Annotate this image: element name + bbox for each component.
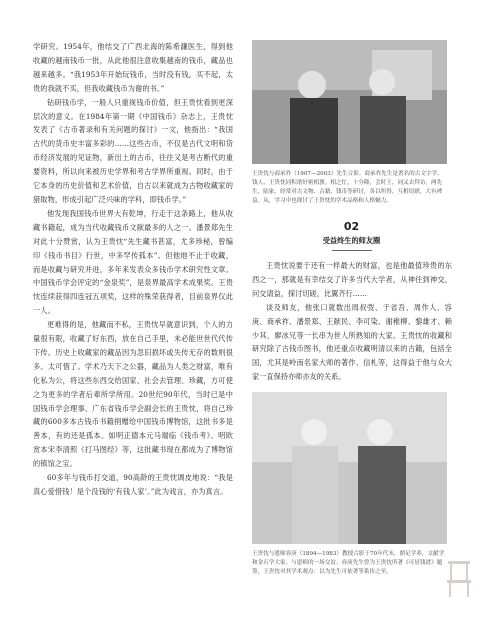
photo-illustration	[252, 40, 447, 164]
photo2-caption: 王贵忱与恩师容庚（1894—1983）教授合影于70年代末，鼎足学养，文献学和金石学大家。与恩师的一场交谊；容庚先生曾为王贵忱所著《可居钱谱》题签，王贵忱对其学术观点：以为先生可依著等系传之至。	[252, 551, 445, 576]
paragraph: 谈及师友，他张口就数出周叔弢、于省吾、周作人、容庚、商承祚、潘景郑、王献民、李可染、谢稚柳、黎雄才、赖少其、廖冰兄等一长串为世人所熟知的大家。王贵忱的收藏和研究除了古钱币图书，他还重点收藏明清以来的古籍，包括全国，尤其是岭南名家大师的著作、信札等，这得益于他与众大家一直保持亦师亦友的关系。	[252, 302, 452, 382]
photo1-caption: 王贵忱与商承祚（1907—2003）先生合影。商承祚先生是著名的古文字学、钱人、王贵忱同积谐好密相旗。相之忙，十分隆，会时王，同又去拜访，两先生，陆家，经常对古文物、古籍、钱币等研讨，各以所得，互相切磋，大有裨益。从，学习中也探讨了王贵忱的学术品格和人格魅力。	[252, 171, 443, 204]
photo-two-elders	[252, 40, 447, 164]
paragraph: 王贵忱说要于还有一样最大的财富，也是他最值珍贵的东西之一，那就是有幸结交了许多当代大学者，从神往到神交，问交请益，探讨切磋，比翼齐行……	[252, 261, 452, 298]
left-column-body	[33, 40, 233, 499]
paragraph: 学研究。1954年，他结交了广西北海的陈希濂医生，得到他收藏的越南钱币一批，从此他很注意收集越南的钱币，藏品也越来越多。“我1953年开始玩钱币，当时没有钱，买不起，太贵的我就不买，但我收藏钱币为谢的书。”	[33, 42, 233, 93]
right-column-body	[252, 259, 452, 384]
decorative-chair-icon	[442, 555, 476, 599]
section-divider	[332, 250, 372, 251]
section-title: 受益终生的师友圈	[322, 236, 381, 245]
section-number: 02	[343, 220, 360, 233]
paragraph: 更难得的是，他藏而不私，王贵忱早就意识到，个人的力量很有限，收藏了好东西，放在自己手里，未必能世世代代传下传。历史上收藏家的藏品因为忽旧损坏或失传无存的数则很多。太可惜了。学术乃天下之公器，藏品为人类之财富，唯有化私为公，将这些东西交给国家、社会去管理、珍藏，方可使之为更多的学者后辈所学所用。20世纪90年代，当时已是中国钱币学会理事、广东省钱币学会副会长的王贵忱，将自己珍藏的600多本古钱币书籍捐赠给中国钱币博物馆，这批书多是善本，有的还是孤本。如明正德本元马端临《钱币考》、明欧赏本宋李清照《打马图经》等，这批藏书现在都成为了博物馆的镇馆之宝。	[33, 320, 233, 469]
photo-illustration	[252, 392, 447, 544]
paragraph: 钻研钱币学，一般人只重视钱币价值，但王贵忱看到更深层次的意义。在1984年第一期《中国钱币》杂志上，王贵忱发表了《古币著录和有关问题的探讨》一文，他指出：“我国古代的货币史丰富多彩的……这些古币，不仅是古代文明和货币经济发展的见证物，新出土的古币，往往又是考古断代的重要资料，所以向来被历史学界和考古学界所重视。同时，由于它本身的历史价值和艺术价值，自古以来就成为古物收藏家的猎取物，形成引起广泛兴味的学科，即钱币学。”	[33, 97, 233, 204]
paragraph: 他发现我国钱币世界大有乾坤，行走于这条路上，他从收藏书籍起，成为当代收藏钱币文献最多的人之一。潘景郑先生对此十分赞赏，认为王贵忱“先生藏书甚富，尤多珍秘，曾编印《钱币书目》行世，中多罕传孤本”。但他地不止于收藏，而是收藏与研究并进，多年来发表众多钱币学术研究性文章。中国钱币学会评定的“金泉奖”，是泉界最高学术成果奖。王贵忱连续获得四连冠五项奖，这样的殊荣获得者，目前泉界仅此一人。	[33, 208, 233, 316]
photo-teacher-student	[252, 392, 447, 544]
right-column	[249, 40, 454, 577]
paragraph: 60多年与钱币打交道，90高龄的王贵忱调皮地说：“我是真心爱惜钱！是个没钱的‘有钱人家’。”此为戏言，亦为真言。	[33, 473, 233, 496]
